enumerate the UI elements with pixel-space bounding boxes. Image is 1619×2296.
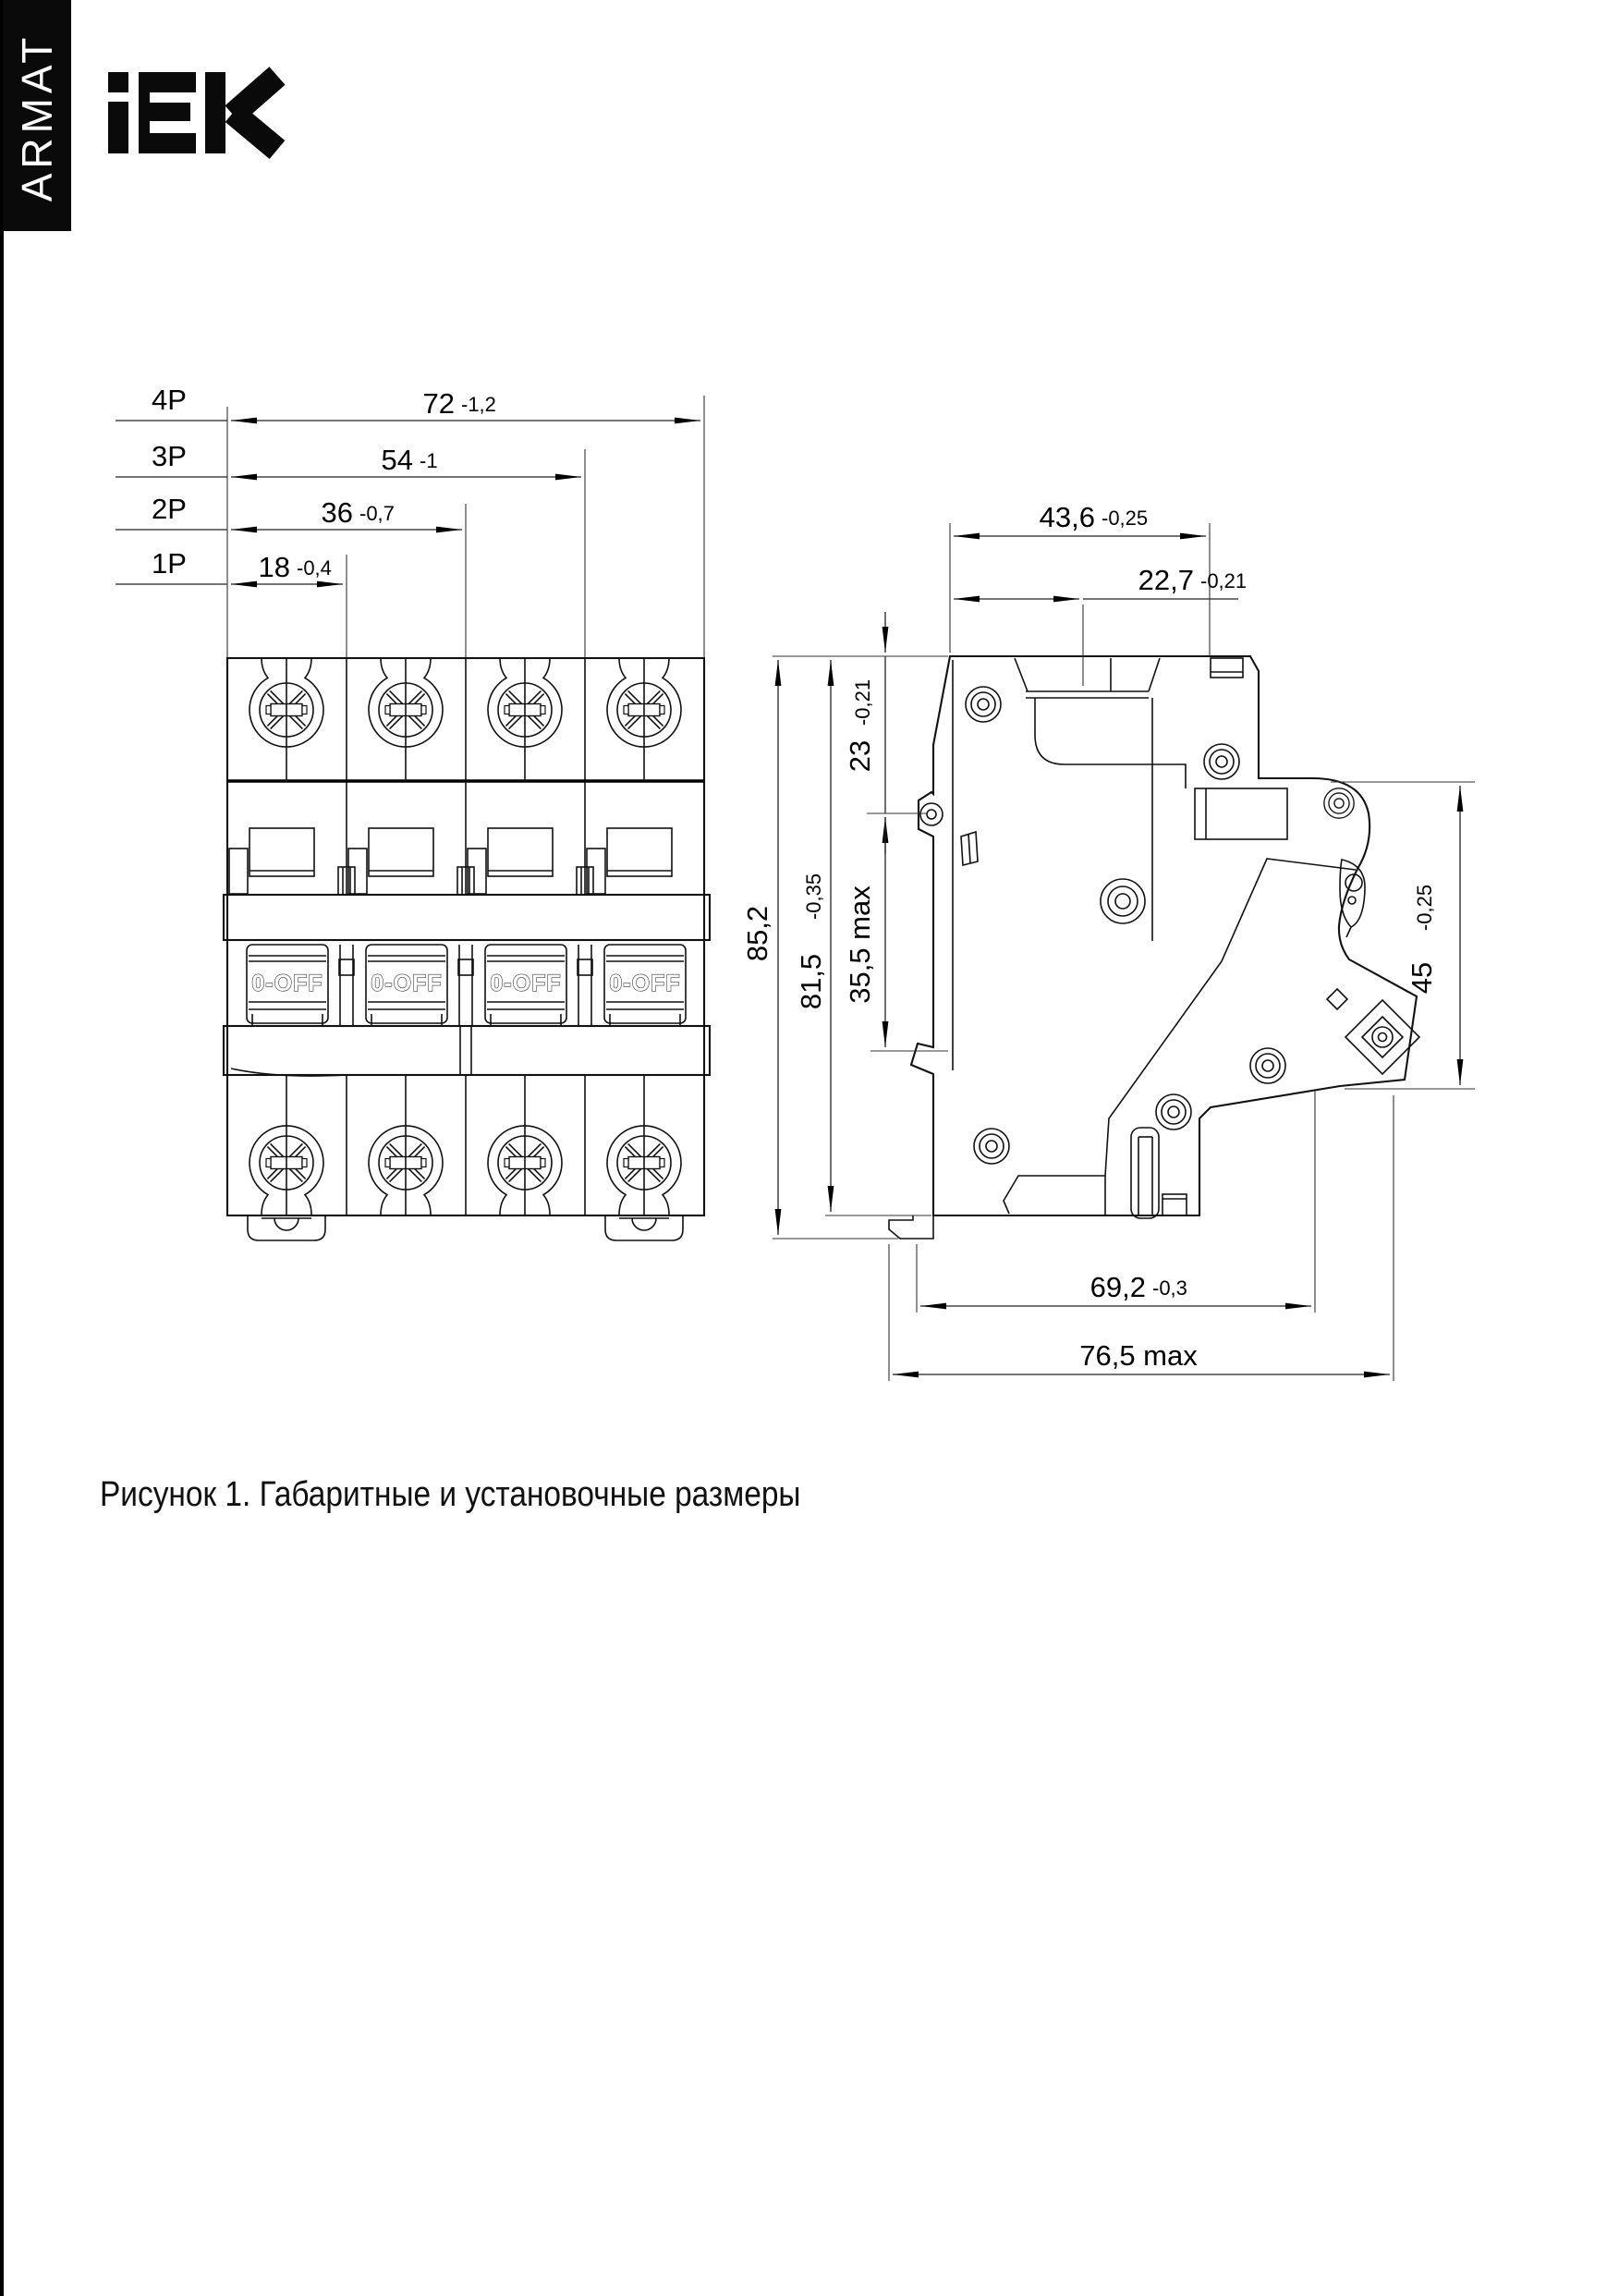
armat-sidebar (3, 0, 71, 231)
pole-label-1p: 1P (152, 547, 187, 580)
dim-36-tol: -0,7 (359, 502, 395, 525)
dim-35-5-value: 35,5 max (844, 885, 876, 1004)
front-mounting-feet (248, 1215, 683, 1240)
front-din-plate (224, 895, 710, 940)
iek-logo (108, 72, 277, 153)
dim-69-2-tol: -0,3 (1152, 1276, 1187, 1300)
dim-23-tol: -0,21 (851, 678, 874, 727)
pole-label-2p: 2P (152, 493, 187, 525)
dim-54-value: 54 (381, 444, 413, 476)
toggle-label-1: 0-OFF (251, 971, 323, 996)
pole-label-4p: 4P (152, 384, 187, 416)
toggle-label-2: 0-OFF (371, 971, 443, 996)
dim-18-value: 18 (258, 551, 290, 583)
armat-label: ARMAT (13, 32, 61, 202)
dim-45-tol: -0,25 (1413, 884, 1436, 932)
dim-76-5-value: 76,5 max (1079, 1339, 1198, 1372)
dim-36-value: 36 (321, 496, 353, 529)
dim-81-5-value: 81,5 (795, 953, 827, 1010)
dim-85-2-value: 85,2 (741, 905, 773, 962)
dim-43-6-tol: -0,25 (1102, 507, 1149, 530)
dim-18-tol: -0,4 (297, 556, 332, 580)
toggle-label-4: 0-OFF (609, 971, 681, 996)
side-internal-details (920, 658, 1419, 1218)
dim-45-value: 45 (1406, 961, 1438, 995)
side-body-outline (911, 656, 1417, 1215)
front-toggles (247, 945, 686, 1026)
dim-43-6-value: 43,6 (1039, 501, 1095, 533)
dim-23-value: 23 (844, 739, 876, 773)
dim-22-7-tol: -0,21 (1200, 569, 1248, 592)
dim-72-value: 72 (422, 387, 455, 420)
page-left-border (0, 0, 4, 2296)
front-view-drawing (116, 384, 710, 1240)
front-latch-details (229, 828, 672, 895)
dim-54-tol: -1 (420, 449, 438, 472)
front-pole-dimensions (116, 384, 704, 658)
front-lower-band (224, 1026, 710, 1075)
side-view-drawing (741, 501, 1475, 1381)
dim-81-5-tol: -0,35 (802, 873, 825, 921)
side-dimensions (741, 501, 1475, 1381)
dim-22-7-value: 22,7 (1138, 564, 1194, 596)
dim-72-tol: -1,2 (461, 393, 496, 416)
side-din-clip-foot (889, 1215, 933, 1239)
toggle-label-3: 0-OFF (490, 971, 562, 996)
dim-69-2-value: 69,2 (1089, 1271, 1146, 1303)
figure-caption: Рисунок 1. Габаритные и установочные размеры (100, 1475, 801, 1514)
front-breaker-body (224, 658, 710, 1240)
side-terminal-screw (1327, 989, 1419, 1074)
pole-label-3p: 3P (152, 440, 187, 472)
